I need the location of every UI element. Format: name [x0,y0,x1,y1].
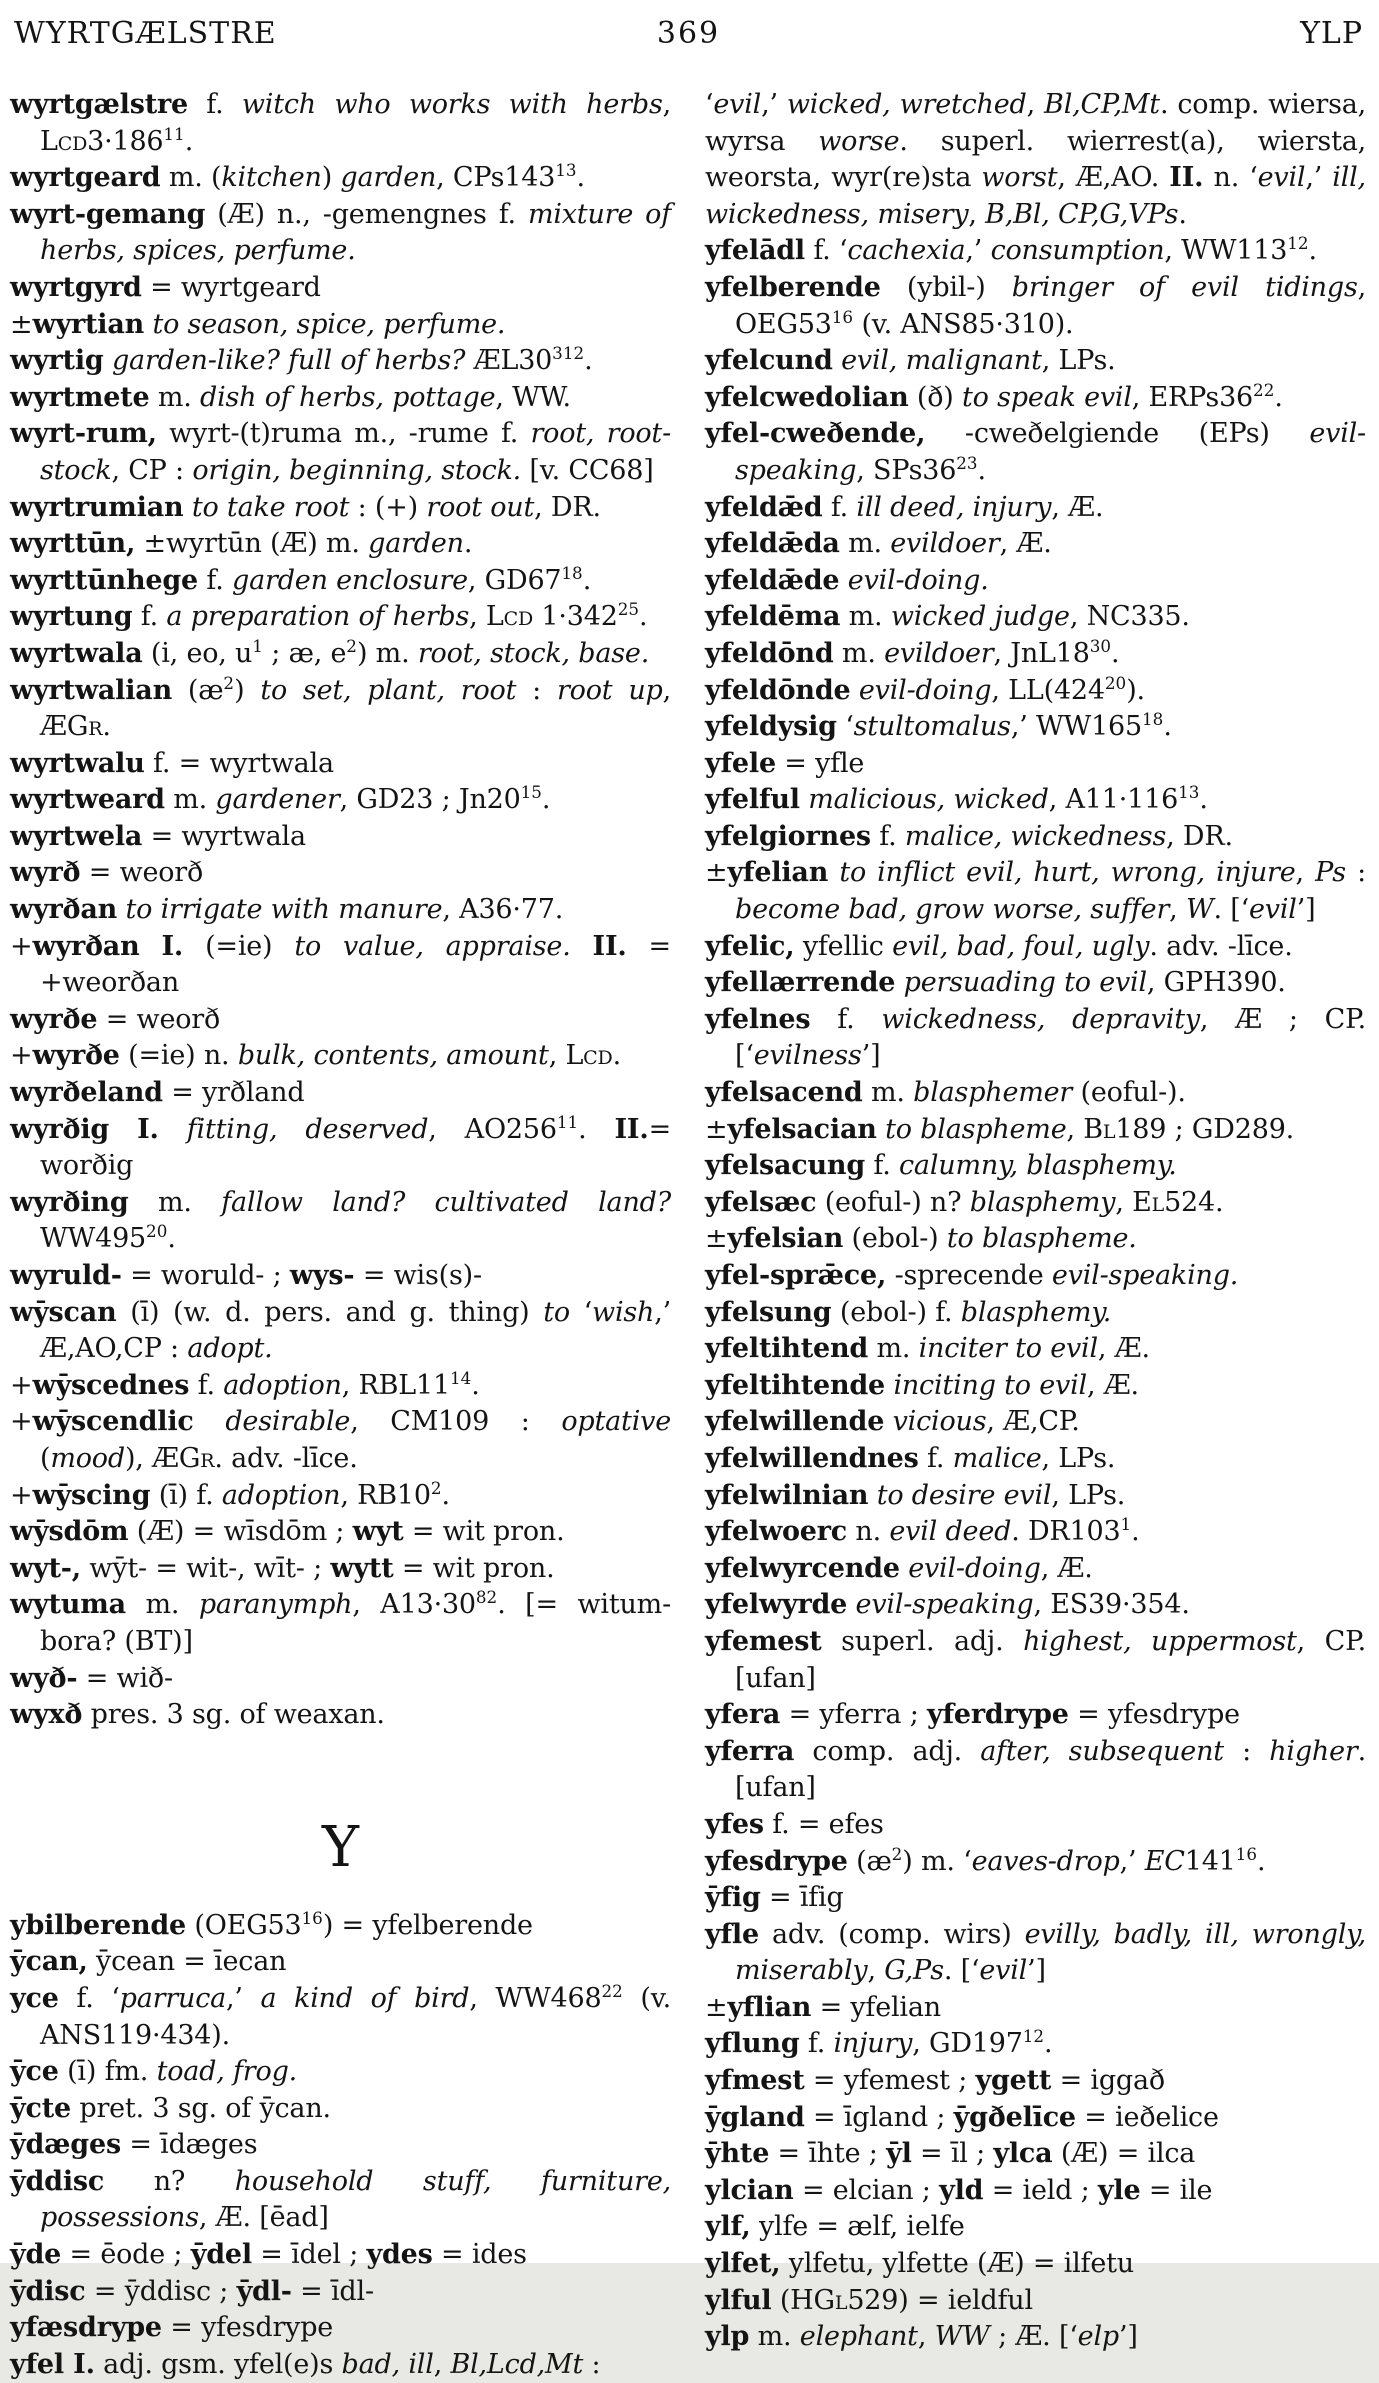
dictionary-entry: yfelnes f. wickedness, depravity, Æ ; CP. [‘evilness’] [705,1003,1367,1072]
dictionary-entry: ±yfelian to inflict evil, hurt, wrong, injure, Ps : become bad, grow worse, suffer, W. [‘evil’] [705,857,1366,926]
dictionary-entry: +wyrðan I. (=ie) to value, appraise. II. = +weorðan [10,930,671,999]
dictionary-entry: wyrðig I. fitting, deserved, $AO256^{11}$. II.= worðig [10,1111,671,1182]
dictionary-entry: ȳddisc n? household stuff, furniture, possessions, Æ. [ēad] [10,2165,671,2234]
dictionary-entry: yfel I. adj. gsm. yfel(e)s bad, ill, Bl,Lcd,Mt : [10,2348,601,2380]
dictionary-entry: yfelwyrcende evil-doing, Æ. [705,1552,1093,1584]
dictionary-entry: yfelwyrde evil-speaking, ES39·354. [705,1589,1190,1621]
dictionary-entry: wȳsdōm (Æ) = wīsdōm ; wyt = wit pron. [10,1516,565,1548]
dictionary-entry: ylp m. elephant, WW ; Æ. [‘elp’] [705,2321,1138,2353]
dictionary-entry: wyrtig garden-like? full of herbs? $ÆL30^{312}$. [10,343,593,377]
dictionary-entry: yfelwillende vicious, Æ,CP. [705,1406,1080,1438]
dictionary-entry: wyrttūn, ±wyrtūn (Æ) m. garden. [10,528,473,560]
dictionary-entry: +wȳscendlic desirable, CM109 : optative (mood), ÆGr. adv. -līce. [10,1406,671,1474]
dictionary-entry: yfeldǣde evil-doing. [705,564,989,596]
dictionary-entry: wyrtrumian to take root : (+) root out, DR. [10,491,601,523]
dictionary-entry: ȳce (ī) fm. toad, frog. [10,2056,298,2088]
dictionary-entry: yfeltihtende inciting to evil, Æ. [705,1369,1139,1401]
dictionary-entry: ȳhte = īhte ; ȳl = īl ; ylca (Æ) = ilca [705,2138,1196,2170]
dictionary-entry: yfesdrype $(æ^2)$ m. ‘eaves-drop,’ $EC141^{16}$. [705,1843,1266,1877]
dictionary-entry: ȳfig = īfig [705,1882,844,1914]
dictionary-entry: yfelsacung f. calumny, blasphemy. [705,1150,1177,1182]
dictionary-entry: ȳde = ēode ; ȳdel = īdel ; ydes = ides [10,2239,527,2271]
dictionary-entry: +wyrðe (=ie) n. bulk, contents, amount, Lcd. [10,1040,621,1072]
dictionary-entry: yfeldōnd m. evildoer, $JnL18^{30}$. [705,635,1120,669]
dictionary-entry: yfelful malicious, wicked, $A11\cdot 116^{13}$. [705,782,1208,816]
running-head [10,16,1367,51]
dictionary-entry: ylf, ylfe = ælf, ielfe [705,2211,965,2243]
dictionary-entry: wyrð = weorð [10,857,204,889]
dictionary-entry: wȳscan (ī) (w. d. pers. and g. thing) to ‘wish,’ Æ,AO,CP : adopt. [10,1296,672,1365]
dictionary-entry: yfelsung (ebol-) f. blasphemy. [705,1296,1112,1328]
dictionary-entry: wyrðe = weorð [10,1003,221,1035]
dictionary-entry: ȳdæges = īdæges [10,2129,258,2161]
dictionary-entry: yfæsdrype = yfesdrype [10,2312,334,2344]
running-head-left: WYRTGÆLSTRE [14,16,277,51]
dictionary-entry: wyrtweard m. gardener, GD23 ; $Jn20^{15}$. [10,782,551,816]
dictionary-entry: yfelberende (ybil-) bringer of evil tidings, $OEG53^{16}$ (v. ANS85·310). [705,271,1366,340]
dictionary-entry: yfmest = yfemest ; ygett = iggað [705,2065,1165,2097]
dictionary-entry: yfel-sprǣce, -sprecende evil-speaking. [705,1260,1239,1291]
dictionary-entry: ȳdisc = ȳddisc ; ȳdl- = īdl- [10,2275,374,2307]
dictionary-entry: wyrtgeard m. (kitchen) garden, $CPs143^{13}$. [10,160,585,194]
left-column [10,87,671,2383]
dictionary-entry: wyrtgyrd = wyrtgeard [10,271,321,303]
page-number: 369 [656,16,721,51]
dictionary-entry: yfelcund evil, malignant, LPs. [705,345,1116,377]
dictionary-entry: wyrt-gemang (Æ) n., -gemengnes f. mixture of herbs, spices, perfume. [10,198,672,267]
dictionary-entry: yfelgiornes f. malice, wickedness, DR. [705,820,1233,852]
dictionary-entry: ±yfelsacian to blaspheme, Bl189 ; GD289. [705,1113,1295,1145]
dictionary-entry: wyrtwela = wyrtwala [10,820,306,852]
dictionary-entry: ‘evil,’ wicked, wretched, Bl,CP,Mt. comp. wiersa, wyrsa worse. superl. wierrest(a), wiersta, weorsta, wyr(re)sta worst, Æ,AO. II. n. ‘evil,’ ill, wickedness, misery, B,Bl, CP,G,VPs. [705,89,1367,230]
dictionary-entry: yfes f. = efes [705,1808,884,1840]
dictionary-entry: yfera = yferra ; yferdrype = yfesdrype [705,1699,1240,1731]
dictionary-entry: ȳgland = īgland ; ȳgðelīce = ieðelice [705,2101,1219,2133]
dictionary-entry: wyrtmete m. dish of herbs, pottage, WW. [10,381,571,413]
dictionary-entry: ylfet, ylfetu, ylfette (Æ) = ilfetu [705,2248,1134,2280]
dictionary-entry: yfeldysig ‘stultomalus,’ $WW165^{18}$. [705,709,1172,743]
dictionary-entry: wyð- = wið- [10,1662,173,1694]
dictionary-entry: +wȳscing (ī) f. adoption, $RB10^2$. [10,1477,450,1511]
dictionary-entry: wyrt-rum, wyrt-(t)ruma m., -rume f. root, root-stock, CP : origin, beginning, stock. [v. CC68] [10,418,672,486]
dictionary-entry: wyrðan to irrigate with manure, A36·77. [10,894,564,926]
dictionary-entry: yfelādl f. ‘cachexia,’ consumption, $WW113^{12}$. [705,233,1317,267]
section-letter: Y [322,1814,359,1880]
dictionary-entry: ylcian = elcian ; yld = ield ; yle = ile [705,2174,1213,2206]
dictionary-entry: ±wyrtian to season, spice, perfume. [10,308,506,340]
dictionary-entry: wyrðeland = yrðland [10,1077,305,1109]
dictionary-entry: yfeldēma m. wicked judge, NC335. [705,601,1190,633]
dictionary-entry: ±yflian = yfelian [705,1991,941,2023]
running-head-right: YLP [1300,16,1364,51]
dictionary-entry: wyrtung f. a preparation of herbs, Lcd $1\cdot 342^{25}$. [10,599,648,633]
dictionary-entry: wyrtwalu f. = wyrtwala [10,747,334,779]
dictionary-entry: yfel-cweðende, -cweðelgiende (EPs) evil-speaking, $SPs36^{23}$. [705,418,1366,486]
dictionary-entry: yfelcwedolian (ð) to speak evil, $ERPs36^{22}$. [705,379,1283,413]
dictionary-entry: wyt-, wȳt- = wit-, wīt- ; wytt = wit pron. [10,1552,555,1584]
dictionary-entry: yfeldǣda m. evildoer, Æ. [705,528,1052,560]
dictionary-entry: ybilberende $(OEG53^{16})$ = yfelberende [10,1907,533,1941]
dictionary-entry: wytuma m. paranymph, $A13\cdot 30^{82}$. [= witum-bora? (BT)] [10,1587,671,1657]
dictionary-entry: yferra comp. adj. after, subsequent : higher. [ufan] [705,1735,1366,1804]
dictionary-entry: ylful (HGl529) = ieldful [705,2284,1033,2316]
text-columns [10,87,1367,2383]
dictionary-entry: yfelic, yfellic evil, bad, foul, ugly. adv. -līce. [705,930,1293,962]
dictionary-entry: yfelsæc (eoful-) n? blasphemy, El524. [705,1186,1224,1218]
dictionary-entry: wyrtwalian $(æ^2)$ to set, plant, root : root up, ÆGr. [10,672,671,743]
dictionary-entry: yfle adv. (comp. wirs) evilly, badly, ill, wrongly, miserably, G,Ps. [‘evil’] [705,1918,1367,1987]
dictionary-entry: yfelwilnian to desire evil, LPs. [705,1479,1126,1511]
dictionary-entry: yfeldōnde evil-doing, $LL(424^{20})$. [705,672,1145,706]
dictionary-entry: yfeldǣd f. ill deed, injury, Æ. [705,491,1104,523]
right-column [705,87,1366,2383]
dictionary-entry: ȳcte pret. 3 sg. of ȳcan. [10,2092,331,2124]
dictionary-entry: yfelwillendnes f. malice, LPs. [705,1442,1116,1474]
dictionary-entry: wyxð pres. 3 sg. of weaxan. [10,1699,385,1731]
dictionary-entry: yfeltihtend m. inciter to evil, Æ. [705,1333,1150,1365]
dictionary-entry: yfelsacend m. blasphemer (eoful-). [705,1077,1186,1109]
dictionary-entry: wyrttūnhege f. garden enclosure, $GD67^{18}$. [10,562,592,596]
dictionary-entry: yfele = yfle [705,747,865,779]
dictionary-entry: wyruld- = woruld- ; wys- = wis(s)- [10,1260,482,1291]
dictionary-entry: wyrðing m. fallow land? cultivated land? $WW495^{20}$. [10,1186,671,1255]
dictionary-entry: yfellærrende persuading to evil, GPH390. [705,967,1286,999]
dictionary-entry: yfemest superl. adj. highest, uppermost, CP. [ufan] [705,1625,1366,1694]
dictionary-entry: wyrtgælstre f. witch who works with herbs, $Lcd3\cdot 186^{11}$. [10,89,671,157]
dictionary-entry: yflung f. injury, $GD197^{12}$. [705,2026,1053,2060]
dictionary-entry: yce f. ‘parruca,’ a kind of bird, $WW468^{22}$ (v. ANS119·434). [10,1980,671,2051]
dictionary-entry: +wȳscednes f. adoption, $RBL11^{14}$. [10,1367,480,1401]
dictionary-entry: wyrtwala (i, eo, $u^1$ ; æ, $e^2$) m. root, stock, base. [10,635,650,669]
dictionary-entry: ȳcan, ȳcean = īecan [10,1946,287,1978]
dictionary-entry: yfelwoerc n. evil deed. $DR103^1$. [705,1514,1140,1548]
dictionary-entry: ±yfelsian (ebol-) to blaspheme. [705,1223,1137,1255]
